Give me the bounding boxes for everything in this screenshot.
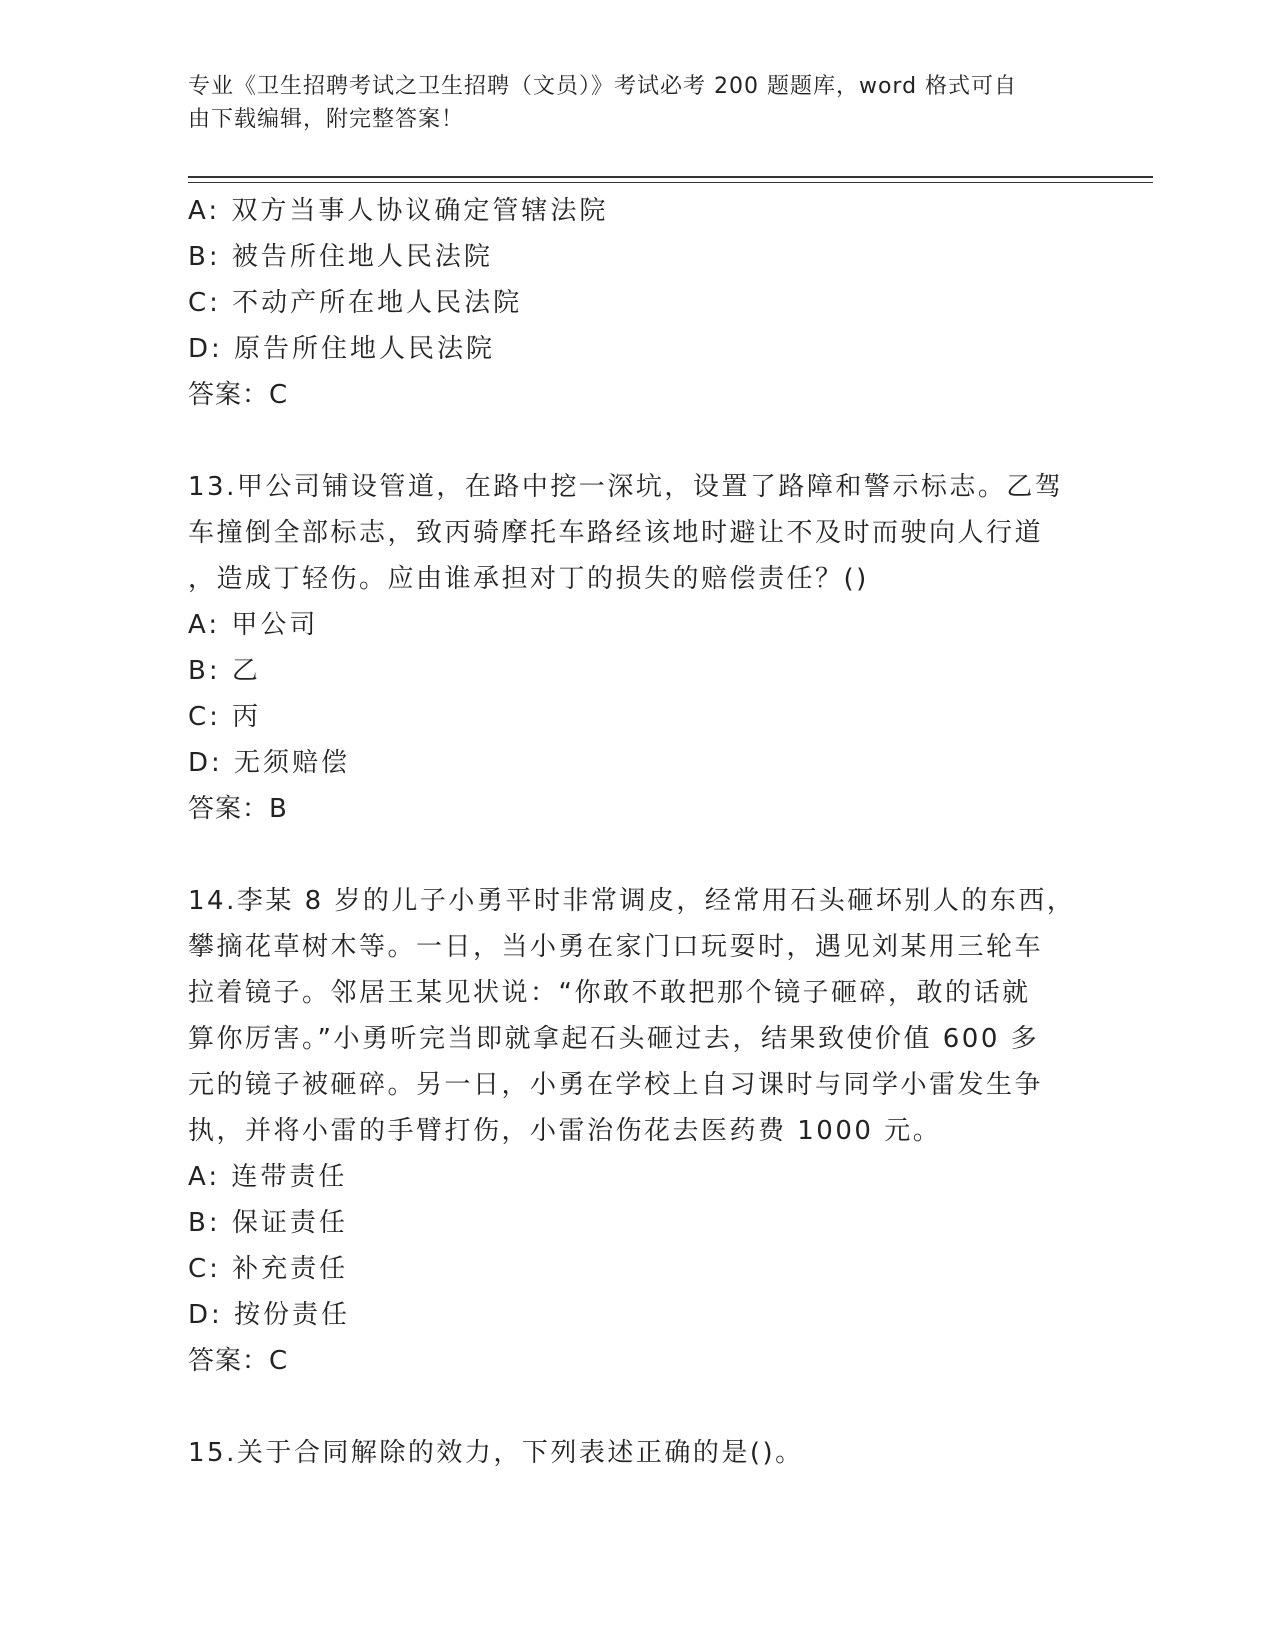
question-12 bbox=[188, 188, 1088, 418]
question-text-line: 车撞倒全部标志，致丙骑摩托车路经该地时避让不及时而驶向人行道 bbox=[188, 518, 1044, 548]
option-a: A: 甲公司 bbox=[188, 610, 319, 640]
option-d: D: 按份责任 bbox=[188, 1300, 351, 1330]
option-b: B: 乙 bbox=[188, 656, 261, 686]
question-text-line: 算你厉害。”小勇听完当即就拿起石头砸过去，结果致使价值 600 多 bbox=[188, 1024, 1040, 1054]
document-content bbox=[188, 188, 1088, 1476]
question-text-line: 执，并将小雷的手臂打伤，小雷治伤花去医药费 1000 元。 bbox=[188, 1116, 942, 1146]
question-13 bbox=[188, 464, 1088, 832]
header-divider-thin bbox=[188, 182, 1153, 183]
answer: 答案：C bbox=[188, 1346, 289, 1376]
option-d: D: 无须赔偿 bbox=[188, 748, 351, 778]
question-text-line: 拉着镜子。邻居王某见状说：“你敢不敢把那个镜子砸碎，敢的话就 bbox=[188, 978, 1031, 1008]
option-d: D: 原告所住地人民法院 bbox=[188, 334, 496, 364]
header-divider-thick bbox=[188, 176, 1153, 178]
option-c: C: 不动产所在地人民法院 bbox=[188, 288, 523, 318]
question-14 bbox=[188, 878, 1088, 1384]
spacer bbox=[188, 832, 1088, 878]
spacer bbox=[188, 1384, 1088, 1430]
question-text-line: 14.李某 8 岁的儿子小勇平时非常调皮，经常用石头砸坏别人的东西， bbox=[188, 886, 1076, 916]
header-line-2: 由下载编辑，附完整答案！ bbox=[188, 107, 465, 132]
header-line-1: 专业《卫生招聘考试之卫生招聘（文员）》考试必考 200 题题库，word 格式可自 bbox=[188, 74, 1018, 99]
option-c: C: 补充责任 bbox=[188, 1254, 349, 1284]
question-text-line: ，造成丁轻伤。应由谁承担对丁的损失的赔偿责任？() bbox=[188, 564, 869, 594]
question-text-line: 15.关于合同解除的效力，下列表述正确的是()。 bbox=[188, 1438, 804, 1468]
question-text-line: 攀摘花草树木等。一日，当小勇在家门口玩耍时，遇见刘某用三轮车 bbox=[188, 932, 1044, 962]
option-a: A: 连带责任 bbox=[188, 1162, 348, 1192]
option-a: A: 双方当事人协议确定管辖法院 bbox=[188, 196, 609, 226]
option-b: B: 被告所住地人民法院 bbox=[188, 242, 493, 272]
question-text-line: 元的镜子被砸碎。另一日，小勇在学校上自习课时与同学小雷发生争 bbox=[188, 1070, 1044, 1100]
spacer bbox=[188, 418, 1088, 464]
option-b: B: 保证责任 bbox=[188, 1208, 348, 1238]
question-15 bbox=[188, 1430, 1088, 1476]
answer: 答案：C bbox=[188, 380, 289, 410]
option-c: C: 丙 bbox=[188, 702, 262, 732]
document-header bbox=[188, 70, 1088, 136]
question-text-line: 13.甲公司铺设管道，在路中挖一深坑，设置了路障和警示标志。乙驾 bbox=[188, 472, 1064, 502]
answer: 答案：B bbox=[188, 794, 288, 824]
